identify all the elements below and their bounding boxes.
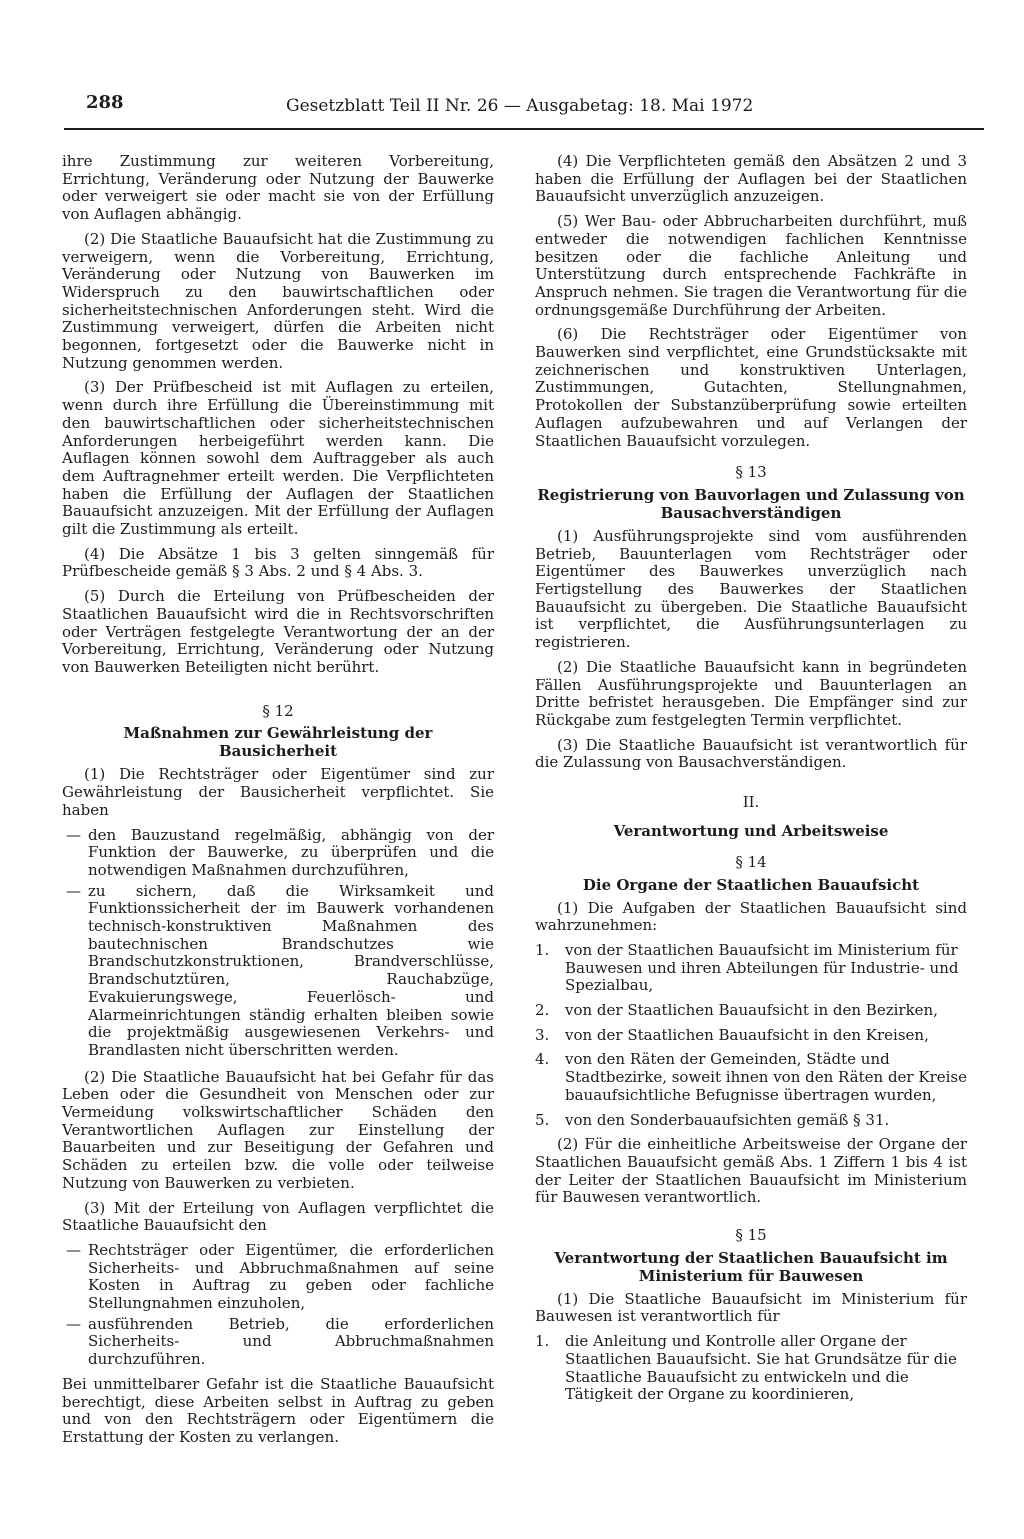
numbered-item-text: von den Räten der Gemeinden, Städte und Stadtbezirke, soweit ihnen von den Räten der Kreise bauaufsichtliche Befugnisse übertragen wurden, — [565, 1050, 967, 1104]
item-number: 2. — [535, 1001, 550, 1020]
paragraph: (3) Mit der Erteilung von Auflagen verpflichtet die Staatliche Bauaufsicht den — [62, 1198, 494, 1235]
dash-item-text: den Bauzustand regelmäßig, abhängig von der Funktion der Bauwerke, zu überprüfen und die notwendigen Maßnahmen durchzuführen, — [88, 825, 494, 879]
paragraph: (1) Die Aufgaben der Staatlichen Bauaufsicht sind wahrzunehmen: — [535, 898, 967, 935]
dash-item-text: zu sichern, daß die Wirksamkeit und Funktionssicherheit der im Bauwerk vorhandenen technisch-konstruktiven Maßnahmen des bautechnischen Brandschutzes wie Brandschutzkonstruktionen, Brandverschlüsse, Brandschutztüren, Rauchabzüge, Evakuierungswege, Feuerlösch- und Alarmeinrichtungen ständig erhalten bleiben sowie die projektmäßig ausgewiesenen Verkehrs- und Brandlasten nicht überschritten werden. — [88, 881, 494, 1059]
dash-mark: — — [66, 1240, 81, 1259]
paragraph: (5) Durch die Erteilung von Prüfbescheiden der Staatlichen Bauaufsicht wird die in Rechtsvorschriften oder Verträgen festgelegte Verantwortung der an der Vorbereitung, Errichtung, Veränderung oder Nutzung von Bauwerken Beteiligten nicht berührt. — [62, 587, 494, 676]
numbered-item-text: von der Staatlichen Bauaufsicht in den Bezirken, — [565, 1001, 938, 1020]
dash-mark: — — [66, 1314, 81, 1333]
numbered-item — [535, 1027, 967, 1045]
dash-item — [62, 1242, 494, 1313]
numbered-item-text: von der Staatlichen Bauaufsicht in den Kreisen, — [565, 1025, 929, 1044]
item-number: 1. — [535, 940, 550, 959]
right-column — [535, 153, 967, 1411]
header-title: Gesetzblatt Teil II Nr. 26 — Ausgabetag: 18. Mai 1972 — [286, 96, 754, 116]
paragraph: (3) Die Staatliche Bauaufsicht ist verantwortlich für die Zulassung von Bausachverständigen. — [535, 735, 967, 772]
section-title: Maßnahmen zur Gewährleistung der Bausicherheit — [123, 724, 433, 761]
paragraph: (6) Die Rechtsträger oder Eigentümer von Bauwerken sind verpflichtet, eine Grundstücksakte mit zeichnerischen und konstruktiven Unterlagen, Zustimmungen, Gutachten, Stellungnahmen, Protokollen der Substanzüberprüfung sowie erteilten Auflagen aufzubewahren und auf Verlangen der Staatlichen Bauaufsicht vorzulegen. — [535, 325, 967, 450]
section-number: § 13 — [735, 463, 767, 482]
item-number: 1. — [535, 1332, 550, 1351]
dash-mark: — — [66, 825, 81, 844]
paragraph: ihre Zustimmung zur weiteren Vorbereitung, Errichtung, Veränderung oder Nutzung der Bauwerke oder verweigert sie oder macht sie von der Erfüllung von Auflagen abhängig. — [62, 152, 494, 224]
paragraph: (1) Die Rechtsträger oder Eigentümer sind zur Gewährleistung der Bausicherheit verpflichtet. Sie haben — [62, 765, 494, 819]
paragraph: Bei unmittelbarer Gefahr ist die Staatliche Bauaufsicht berechtigt, diese Arbeiten selbst in Auftrag zu geben und von den Rechtsträgern oder Eigentümern die Erstattung der Kosten zu verlangen. — [62, 1374, 494, 1446]
paragraph: (2) Die Staatliche Bauaufsicht hat die Zustimmung zu verweigern, wenn die Vorbereitung, Errichtung, Veränderung oder Nutzung von Bauwerken im Widerspruch zu den bauwirtschaftlichen oder sicherheitstechnischen Anforderungen steht. Wird die Zustimmung verweigert, dürfen die Arbeiten nicht begonnen, fortgesetzt oder die Bauwerke nicht in Nutzung genommen werden. — [62, 229, 494, 372]
numbered-item — [535, 1112, 967, 1130]
page-number: 288 — [86, 92, 124, 113]
dash-mark: — — [66, 881, 81, 900]
numbered-item — [535, 1333, 967, 1404]
dash-item-text: Rechtsträger oder Eigentümer, die erforderlichen Sicherheits- und Abbruchmaßnahmen auf seine Kosten in Auftrag zu geben oder fachliche Stellungnahmen einzuholen, — [88, 1240, 494, 1313]
item-number: 3. — [535, 1025, 550, 1044]
numbered-item — [535, 1002, 967, 1020]
part-number: II. — [742, 793, 760, 812]
paragraph: (2) Die Staatliche Bauaufsicht hat bei Gefahr für das Leben oder die Gesundheit von Menschen oder zur Vermeidung volkswirtschaftlicher Schäden den Verantwortlichen Auflagen zur Einstellung der Bauarbeiten und zur Beseitigung der Gefahren und Schäden zu erteilen bzw. die volle oder teilweise Nutzung von Bauwerken zu verbieten. — [62, 1067, 494, 1192]
numbered-item-text: die Anleitung und Kontrolle aller Organe der Staatlichen Bauaufsicht. Sie hat Grundsätze für die Staatliche Bauaufsicht zu entwickeln und die Tätigkeit der Organe zu koordinieren, — [565, 1332, 957, 1404]
part-title: Verantwortung und Arbeitsweise — [613, 821, 889, 840]
dash-item-text: ausführenden Betrieb, die erforderlichen Sicherheits- und Abbruchmaßnahmen durchzuführen. — [88, 1314, 494, 1369]
section-title: Die Organe der Staatlichen Bauaufsicht — [582, 875, 920, 894]
section-title: Registrierung von Bauvorlagen und Zulassung von Bausachverständigen — [537, 485, 965, 522]
section-number: § 12 — [262, 701, 294, 720]
numbered-item — [535, 1051, 967, 1104]
section-number: § 15 — [735, 1226, 767, 1245]
section-title: Verantwortung der Staatlichen Bauaufsicht im Ministerium für Bauwesen — [554, 1248, 948, 1285]
dash-item — [62, 1316, 494, 1369]
numbered-item-text: von der Staatlichen Bauaufsicht im Ministerium für Bauwesen und ihren Abteilungen für Industrie- und Spezialbau, — [565, 940, 959, 995]
paragraph: (3) Der Prüfbescheid ist mit Auflagen zu erteilen, wenn durch ihre Erfüllung die Übereinstimmung mit den bauwirtschaftlichen oder sicherheitstechnischen Anforderungen herbeigeführt werden kann. Die Auflagen können sowohl dem Auftraggeber als auch dem Auftragnehmer erteilt werden. Die Verpflichteten haben die Erfüllung der Auflagen der Staatlichen Bauaufsicht anzuzeigen. Mit der Erfüllung der Auflagen gilt die Zustimmung als erteilt. — [62, 378, 494, 539]
numbered-item — [535, 942, 967, 995]
dash-item — [62, 827, 494, 880]
paragraph: (4) Die Verpflichteten gemäß den Absätzen 2 und 3 haben die Erfüllung der Auflagen bei der Staatlichen Bauaufsicht unverzüglich anzuzeigen. — [535, 152, 967, 206]
section-number: § 14 — [735, 852, 767, 871]
paragraph: (4) Die Absätze 1 bis 3 gelten sinngemäß für Prüfbescheide gemäß § 3 Abs. 2 und § 4 Abs. 3. — [62, 544, 494, 581]
left-column — [62, 153, 494, 1454]
item-number: 5. — [535, 1110, 550, 1129]
dash-item — [62, 883, 494, 1060]
paragraph: (1) Die Staatliche Bauaufsicht im Ministerium für Bauwesen ist verantwortlich für — [535, 1289, 967, 1326]
item-number: 4. — [535, 1050, 550, 1069]
paragraph: (2) Die Staatliche Bauaufsicht kann in begründeten Fällen Ausführungsprojekte und Bauunterlagen an Dritte befristet herausgeben. Die Empfänger sind zur Rückgabe zum festgelegten Termin verpflichtet. — [535, 657, 967, 729]
paragraph: (5) Wer Bau- oder Abbrucharbeiten durchführt, muß entweder die notwendigen fachlichen Kenntnisse besitzen oder die fachliche Anleitung und Unterstützung durch entsprechende Fachkräfte in Anspruch nehmen. Sie tragen die Verantwortung für die ordnungsgemäße Durchführung der Arbeiten. — [535, 212, 967, 319]
page-header — [64, 92, 984, 130]
paragraph: (1) Ausführungsprojekte sind vom ausführenden Betrieb, Bauunterlagen vom Rechtsträger oder Eigentümer des Bauwerkes unverzüglich nach Fertigstellung des Bauwerkes der Staatlichen Bauaufsicht zu übergeben. Die Staatliche Bauaufsicht ist verpflichtet, die Ausführungsunterlagen zu registrieren. — [535, 526, 967, 652]
paragraph: (2) Für die einheitliche Arbeitsweise der Organe der Staatlichen Bauaufsicht gemäß Abs. 1 Ziffern 1 bis 4 ist der Leiter der Staatlichen Bauaufsicht im Ministerium für Bauwesen verantwortlich. — [535, 1135, 967, 1207]
numbered-item-text: von den Sonderbauaufsichten gemäß § 31. — [565, 1110, 890, 1129]
